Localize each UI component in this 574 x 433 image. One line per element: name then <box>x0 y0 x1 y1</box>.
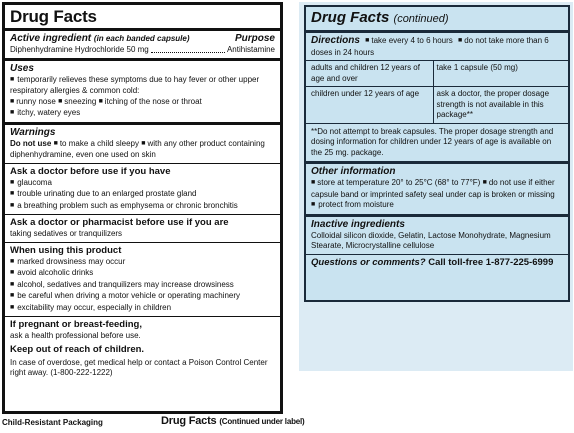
ask-pharmacist-text: taking sedatives or tranquilizers <box>10 229 123 238</box>
warnings-section <box>5 125 280 164</box>
active-ingredient-section <box>5 31 280 61</box>
when-using-item: ■ alcohol, sedatives and tranquilizers may increase drowsiness <box>10 280 275 292</box>
other-info-item: ■ store at temperature 20° to 25°C (68° to 77°F) <box>311 178 480 187</box>
uses-line: ■ temporarily relieves these symptoms due to hay fever or other upper respiratory allergies & common cold: <box>10 75 275 97</box>
drug-facts-right-background <box>299 2 573 371</box>
questions-section <box>306 255 568 271</box>
dosage-who: adults and children 12 years of age and over <box>306 61 433 87</box>
drug-facts-left-panel <box>2 2 283 414</box>
table-row <box>306 87 568 123</box>
drug-facts-right-panel <box>304 5 570 302</box>
uses-section <box>5 61 280 125</box>
do-not-use-item: ■ to make a child sleepy <box>54 139 139 148</box>
dosage-dose: take 1 capsule (50 mg) <box>433 61 568 87</box>
other-info-heading: Other information <box>311 166 396 177</box>
when-using-item: ■ avoid alcoholic drinks <box>10 268 275 280</box>
inactive-text: Colloidal silicon dioxide, Gelatin, Lactose Monohydrate, Magnesium Stearate, Microcrystalline cellulose <box>311 230 551 250</box>
leader-dots <box>151 45 225 53</box>
symptom-item: ■ runny nose <box>10 97 56 106</box>
when-using-item: ■ marked drowsiness may occur <box>10 257 275 269</box>
uses-heading: Uses <box>10 62 34 74</box>
continued-footer-note: (Continued under label) <box>219 417 305 426</box>
keep-out-text: In case of overdose, get medical help or contact a Poison Control Center right away. (1-800-222-1222) <box>10 357 268 377</box>
ask-doctor-heading: Ask a doctor before use if you have <box>10 165 171 177</box>
inactive-heading: Inactive ingredients <box>311 218 405 230</box>
when-using-item: ■ excitability may occur, especially in children <box>10 303 275 315</box>
ask-pharmacist-heading: Ask a doctor or pharmacist before use if you are <box>10 217 229 228</box>
ask-doctor-section <box>5 164 280 216</box>
symptoms-row <box>10 97 275 109</box>
pregnancy-section <box>5 317 280 381</box>
ingredient-purpose: Antihistamine <box>226 45 275 54</box>
when-using-heading: When using this product <box>10 244 122 256</box>
symptom-item: ■ itching of the nose or throat <box>99 97 202 106</box>
keep-out-heading: Keep out of reach of children. <box>10 343 145 355</box>
warnings-heading: Warnings <box>10 126 56 138</box>
dosage-dose: ask a doctor, the proper dosage strength is not available in this package** <box>433 87 568 123</box>
other-info-section <box>306 162 568 215</box>
continued-footer-title: Drug Facts <box>161 415 217 427</box>
child-resistant-label: Child-Resistant Packaging <box>2 418 103 427</box>
directions-item: ■ do not take more than 6 doses in 24 hours <box>311 36 549 57</box>
symptom-item: ■ sneezing <box>58 97 96 106</box>
drug-facts-title-section <box>5 5 280 31</box>
active-ingredient-note: (in each banded capsule) <box>93 34 190 43</box>
ask-doctor-item: ■ trouble urinating due to an enlarged prostate gland <box>10 189 275 201</box>
when-using-item: ■ be careful when driving a motor vehicle or operating machinery <box>10 291 275 303</box>
directions-heading: Directions <box>311 35 360 46</box>
ask-doctor-item: ■ glaucoma <box>10 178 275 190</box>
continued-title: Drug Facts <box>311 9 390 26</box>
dosage-who: children under 12 years of age <box>306 87 433 123</box>
do-not-use-label: Do not use <box>10 138 52 148</box>
directions-section <box>306 33 568 162</box>
directions-note: **Do not attempt to break capsules. The proper dosage strength and dosing information for children under 12 years of age is available on the 25 mg. package. <box>306 123 568 162</box>
questions-heading: Questions or comments? <box>311 256 426 268</box>
symptom-item: ■ itchy, watery eyes <box>10 108 275 120</box>
pregnant-heading: If pregnant or breast-feeding, <box>10 319 142 330</box>
when-using-section <box>5 243 280 318</box>
continued-title-note: (continued) <box>393 13 449 25</box>
other-info-item: ■ do not use if either capsule band or imprinted safety seal under cap is broken or missing <box>311 178 555 199</box>
pregnant-text: ask a health professional before use. <box>10 331 141 340</box>
other-info-item: ■ protect from moisture <box>311 200 563 212</box>
table-row <box>306 61 568 87</box>
questions-phone: Call toll-free 1-877-225-6999 <box>428 256 554 268</box>
inactive-ingredients-section <box>306 215 568 255</box>
purpose-heading: Purpose <box>234 33 275 44</box>
ask-pharmacist-section <box>5 215 280 243</box>
continued-title-section <box>306 7 568 33</box>
dosage-table <box>306 60 568 123</box>
ingredient-name: Diphenhydramine Hydrochloride 50 mg <box>10 45 149 54</box>
drug-facts-title: Drug Facts <box>10 7 97 26</box>
continued-footer <box>161 415 305 427</box>
directions-item: ■ take every 4 to 6 hours <box>365 36 453 45</box>
do-not-use-item: ■ with any other product containing diphenhydramine, even one used on skin <box>10 139 265 160</box>
active-ingredient-heading: Active ingredient <box>10 33 92 44</box>
ask-doctor-item: ■ a breathing problem such as emphysema or chronic bronchitis <box>10 201 275 213</box>
